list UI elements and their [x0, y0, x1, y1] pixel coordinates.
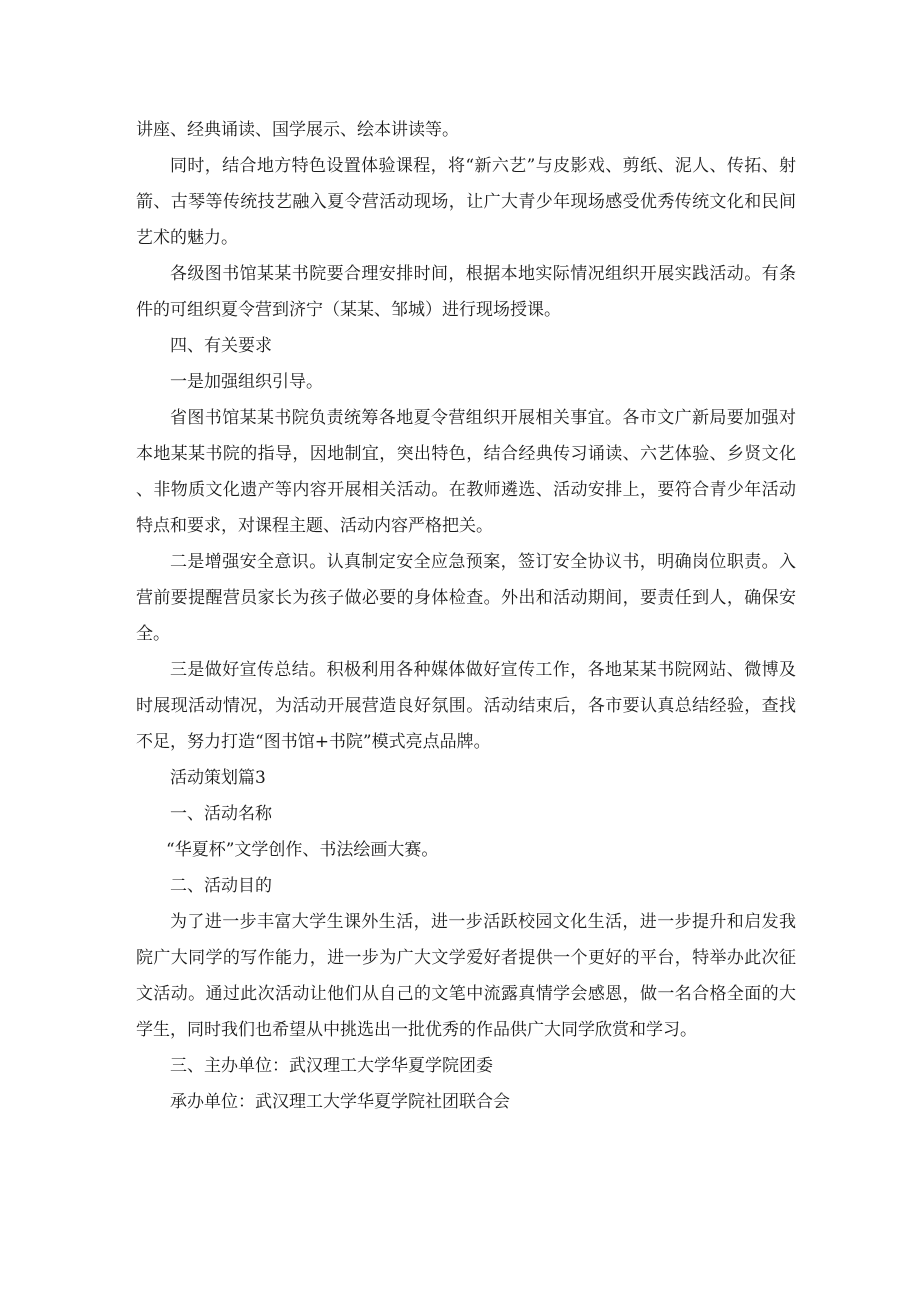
paragraph: “华夏杯”文学创作、书法绘画大赛。	[166, 840, 439, 860]
section-heading: 二、活动目的	[170, 876, 272, 896]
paragraph: 三是做好宣传总结。积极利用各种媒体做好宣传工作，各地某某书院网站、微博及时展现活动情况，为活动开展营造良好氛围。活动结束后，各市要认真总结经验，查找不足，努力打造“图书馆+书院”模式亮点品牌。	[136, 660, 796, 752]
section-heading: 三、主办单位：武汉理工大学华夏学院团委	[170, 1056, 493, 1076]
document-body	[136, 112, 796, 1120]
section-heading: 四、有关要求	[170, 336, 272, 356]
article-title: 活动策划篇3	[170, 768, 266, 788]
section-heading: 一、活动名称	[170, 804, 272, 824]
paragraph: 承办单位：武汉理工大学华夏学院社团联合会	[170, 1092, 510, 1112]
subsection-heading: 一是加强组织引导。	[170, 372, 323, 392]
paragraph: 各级图书馆某某书院要合理安排时间，根据本地实际情况组织开展实践活动。有条件的可组织夏令营到济宁（某某、邹城）进行现场授课。	[136, 264, 796, 320]
paragraph: 讲座、经典诵读、国学展示、绘本讲读等。	[136, 120, 459, 140]
paragraph: 二是增强安全意识。认真制定安全应急预案，签订安全协议书，明确岗位职责。入营前要提醒营员家长为孩子做必要的身体检查。外出和活动期间，要责任到人，确保安全。	[136, 552, 796, 644]
paragraph: 同时，结合地方特色设置体验课程，将“新六艺”与皮影戏、剪纸、泥人、传拓、射箭、古琴等传统技艺融入夏令营活动现场，让广大青少年现场感受优秀传统文化和民间艺术的魅力。	[136, 156, 796, 248]
paragraph: 为了进一步丰富大学生课外生活，进一步活跃校园文化生活，进一步提升和启发我院广大同学的写作能力，进一步为广大文学爱好者提供一个更好的平台，特举办此次征文活动。通过此次活动让他们从自己的文笔中流露真情学会感恩，做一名合格全面的大学生，同时我们也希望从中挑选出一批优秀的作品供广大同学欣赏和学习。	[136, 912, 796, 1040]
paragraph: 省图书馆某某书院负责统筹各地夏令营组织开展相关事宜。各市文广新局要加强对本地某某书院的指导，因地制宜，突出特色，结合经典传习诵读、六艺体验、乡贤文化、非物质文化遗产等内容开展相关活动。在教师遴选、活动安排上，要符合青少年活动特点和要求，对课程主题、活动内容严格把关。	[136, 408, 796, 536]
